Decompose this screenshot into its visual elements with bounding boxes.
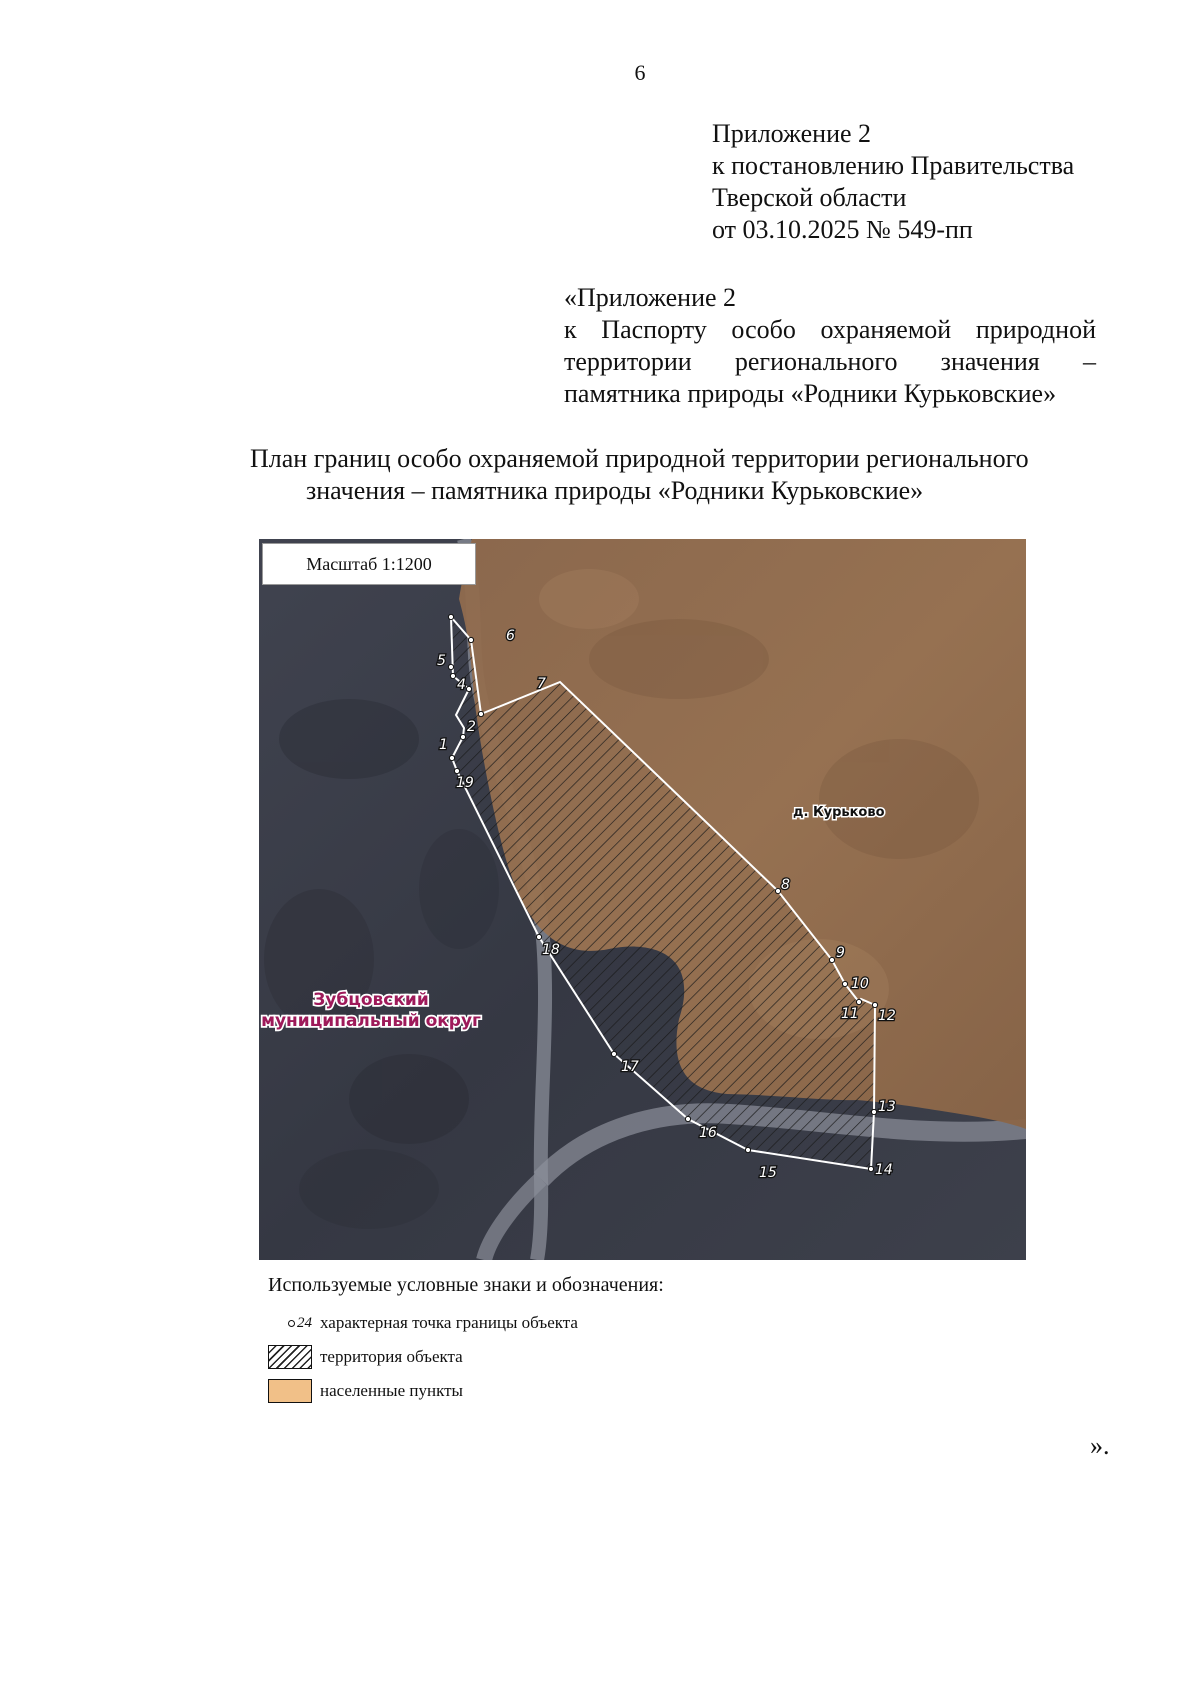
legend-territory-label: территория объекта	[320, 1347, 463, 1366]
boundary-point	[611, 1051, 616, 1056]
boundary-point	[450, 673, 455, 678]
plan-title-line: План границ особо охраняемой природной территории регионального	[250, 444, 1029, 473]
boundary-point	[468, 637, 473, 642]
point-label-14: 14	[875, 1162, 893, 1178]
point-label-16: 16	[699, 1125, 717, 1141]
boundary-point	[829, 957, 834, 962]
boundary-point	[448, 614, 453, 619]
boundary-point	[871, 1109, 876, 1114]
boundary-point	[872, 1002, 877, 1007]
point-label-10: 10	[851, 976, 869, 992]
point-label-5: 5	[437, 653, 446, 669]
hatch-swatch-icon	[268, 1345, 312, 1369]
boundary-point	[466, 686, 471, 691]
boundary-point	[454, 768, 459, 773]
map-image	[259, 539, 1026, 1260]
boundary-point	[856, 999, 861, 1004]
boundary-point-icon	[268, 1315, 312, 1332]
point-label-2: 2	[467, 719, 476, 735]
passport-line: памятника природы «Родники Курьковские»	[564, 379, 1057, 408]
boundary-point	[775, 888, 780, 893]
legend-point-label: характерная точка границы объекта	[320, 1313, 578, 1332]
district-label-line1: Зубцовский	[313, 990, 429, 1010]
plan-title-line: значения – памятника природы «Родники Курьковские»	[306, 476, 924, 505]
passport-line: «Приложение 2	[564, 283, 737, 312]
point-label-9: 9	[836, 945, 845, 961]
boundary-point	[685, 1116, 690, 1121]
point-label-4: 4	[457, 677, 466, 693]
appendix-header-line: к постановлению Правительства	[712, 151, 1075, 180]
appendix-header-line: Приложение 2	[712, 119, 872, 148]
boundary-point	[536, 934, 541, 939]
boundary-point	[448, 664, 453, 669]
point-label-1: 1	[439, 737, 448, 753]
map-legend	[268, 1272, 968, 1408]
legend-settlements-label: населенные пункты	[320, 1381, 463, 1400]
boundary-point	[868, 1166, 873, 1171]
district-label-line2: муниципальный округ	[261, 1011, 481, 1031]
point-label-8: 8	[781, 877, 790, 893]
point-label-12: 12	[878, 1008, 896, 1024]
closing-quote: ».	[1090, 1431, 1110, 1460]
page-number: 6	[634, 60, 646, 85]
passport-line: к Паспорту особо охраняемой природной	[564, 315, 1096, 344]
point-label-13: 13	[878, 1099, 896, 1115]
legend-item-territory	[268, 1340, 968, 1374]
boundary-point	[842, 981, 847, 986]
boundary-point	[745, 1147, 750, 1152]
legend-point-sample: 24	[297, 1314, 312, 1331]
passport-appendix-block	[564, 282, 1096, 410]
plan-title	[250, 443, 1110, 507]
boundary-point	[478, 711, 483, 716]
appendix-header-line: от 03.10.2025 № 549-пп	[712, 215, 973, 244]
village-label: д. Курьково	[793, 805, 885, 820]
settlement-swatch-icon	[268, 1379, 312, 1403]
legend-item-point	[268, 1306, 968, 1340]
point-label-6: 6	[506, 628, 515, 644]
point-label-19: 19	[456, 775, 474, 791]
point-label-17: 17	[621, 1059, 639, 1075]
boundary-point	[460, 734, 465, 739]
legend-title: Используемые условные знаки и обозначения:	[268, 1274, 664, 1296]
appendix-header	[712, 118, 1074, 246]
point-label-15: 15	[759, 1165, 777, 1181]
boundary-map	[259, 539, 1026, 1260]
scale-label: Масштаб 1:1200	[262, 543, 476, 585]
point-label-18: 18	[542, 942, 560, 958]
point-dot-icon	[288, 1320, 295, 1327]
point-label-7: 7	[537, 676, 546, 692]
appendix-header-line: Тверской области	[712, 183, 907, 212]
boundary-point	[449, 755, 454, 760]
legend-item-settlements	[268, 1374, 968, 1408]
passport-line: территории регионального значения –	[564, 347, 1096, 376]
point-label-11: 11	[841, 1006, 859, 1022]
